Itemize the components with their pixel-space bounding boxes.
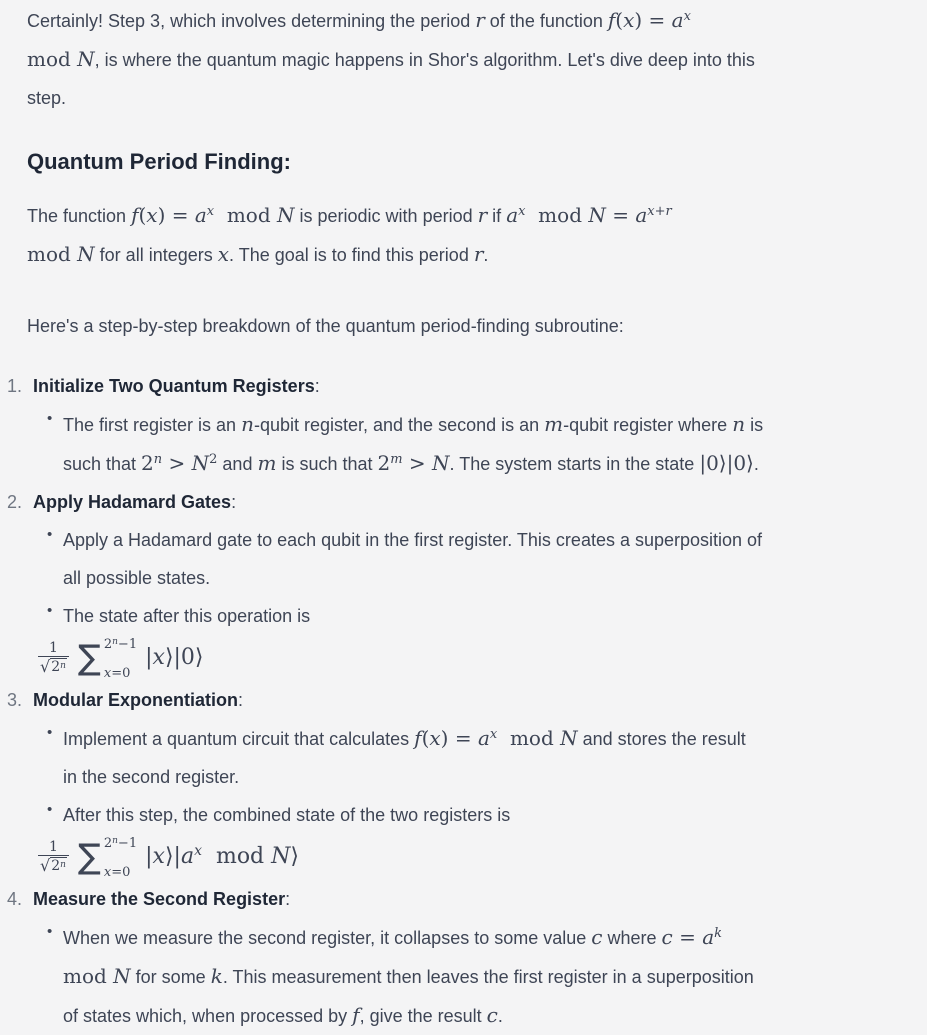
math-run: x+r bbox=[647, 204, 672, 219]
bullet-icon: • bbox=[47, 410, 53, 427]
math-run: mod bbox=[525, 203, 589, 227]
math-run: = bbox=[672, 925, 703, 949]
math-run: = bbox=[605, 203, 636, 227]
text-run: is periodic with period bbox=[294, 206, 478, 226]
text-run: of states which, when processed by bbox=[63, 1006, 353, 1026]
text-run: After this step, the combined state of the two registers is bbox=[63, 805, 511, 825]
math-run: n bbox=[732, 412, 746, 436]
math-run: 2 bbox=[103, 637, 113, 652]
math-run: mod bbox=[497, 726, 561, 750]
step-3-title-line bbox=[33, 681, 900, 719]
bullet-text bbox=[40, 597, 900, 681]
sum-icon: ∑ bbox=[77, 638, 101, 678]
text-run: step. bbox=[27, 88, 67, 108]
text-run: The state after this operation is bbox=[63, 606, 311, 626]
math-run: ( bbox=[421, 726, 430, 750]
text-run: . bbox=[497, 1006, 503, 1026]
step-item-1 bbox=[7, 367, 900, 483]
math-run: x bbox=[206, 204, 215, 219]
math-run: c bbox=[486, 1003, 498, 1027]
bullet-icon: • bbox=[47, 801, 53, 818]
intro-paragraph bbox=[27, 1, 900, 117]
math-run: 2 bbox=[377, 451, 391, 475]
section-heading: Quantum Period Finding: bbox=[27, 149, 291, 174]
math-run: c bbox=[661, 925, 673, 949]
text-run: Implement a quantum circuit that calculates bbox=[63, 729, 415, 749]
text-run: . The goal is to find this period bbox=[229, 245, 474, 265]
math-run: k bbox=[210, 964, 223, 988]
math-run: f bbox=[352, 1003, 360, 1027]
periodicity-paragraph bbox=[27, 196, 900, 274]
bullet-icon: • bbox=[47, 923, 53, 940]
math-run: mod bbox=[27, 47, 78, 71]
bullet-item bbox=[27, 405, 900, 483]
text-run: of the function bbox=[484, 11, 608, 31]
math-run: N bbox=[277, 203, 295, 227]
math-run: x bbox=[518, 204, 526, 219]
step-4-colon: : bbox=[285, 889, 291, 909]
step-item-3 bbox=[7, 681, 900, 880]
text-run: . bbox=[483, 245, 489, 265]
math-run: a bbox=[477, 726, 490, 750]
math-run: n bbox=[60, 661, 66, 671]
bullet-icon: • bbox=[47, 724, 53, 741]
math-run: ( bbox=[138, 203, 147, 227]
breakdown-intro: Here's a step-by-step breakdown of the quantum period-finding subroutine: bbox=[27, 316, 624, 336]
math-run: N bbox=[271, 844, 291, 869]
math-run: 2 bbox=[209, 452, 218, 467]
math-run: ) = bbox=[440, 726, 478, 750]
fraction-numerator: 1 bbox=[49, 640, 58, 656]
sum-limits bbox=[104, 636, 137, 680]
math-run: N bbox=[113, 964, 131, 988]
math-run: x bbox=[103, 666, 112, 681]
math-run: r bbox=[475, 8, 485, 32]
math-run: x bbox=[489, 727, 498, 742]
sum-lower-limit bbox=[104, 665, 137, 680]
math-run: ) = bbox=[634, 8, 672, 32]
step-1-heading bbox=[7, 367, 900, 405]
ket-expression bbox=[145, 838, 299, 876]
text-run: such that bbox=[63, 454, 142, 474]
text-run: . The system starts in the state bbox=[449, 454, 700, 474]
step-4-number: 4. bbox=[7, 889, 23, 909]
math-run: a bbox=[635, 203, 648, 227]
text-run: . bbox=[753, 454, 759, 474]
text-run: Apply a Hadamard gate to each qubit in the first register. This creates a superposition of bbox=[63, 530, 763, 550]
summation bbox=[78, 835, 137, 879]
math-run: 2 bbox=[51, 659, 61, 675]
step-1-title: Initialize Two Quantum Registers bbox=[33, 376, 315, 396]
bullet-item bbox=[27, 597, 900, 681]
text-run: , give the result bbox=[359, 1006, 487, 1026]
text-run: and stores the result bbox=[577, 729, 746, 749]
math-run: c bbox=[591, 925, 603, 949]
math-run: a bbox=[194, 203, 207, 227]
sqrt-icon: √ bbox=[40, 856, 51, 875]
text-run: all possible states. bbox=[63, 568, 211, 588]
text-run: in the second register. bbox=[63, 767, 240, 787]
text-run: When we measure the second register, it collapses to some value bbox=[63, 928, 592, 948]
step-3-bullets bbox=[27, 719, 900, 880]
math-run: f bbox=[131, 203, 139, 227]
step-3-title: Modular Exponentiation bbox=[33, 690, 238, 710]
text-run: The first register is an bbox=[63, 415, 242, 435]
step-3-colon: : bbox=[238, 690, 244, 710]
math-run: x bbox=[623, 8, 635, 32]
math-run: f bbox=[414, 726, 422, 750]
step-item-4 bbox=[7, 880, 900, 1035]
math-run: N bbox=[191, 451, 210, 475]
math-run: N bbox=[588, 203, 606, 227]
math-formula bbox=[38, 834, 900, 880]
assistant-message bbox=[7, 1, 900, 1035]
math-run: | bbox=[145, 844, 153, 869]
bullet-item bbox=[27, 796, 900, 880]
fraction-numerator: 1 bbox=[49, 839, 58, 855]
math-run: 2 bbox=[51, 858, 61, 874]
math-run: mod bbox=[201, 844, 272, 869]
math-run: =0 bbox=[111, 666, 131, 681]
step-4-title: Measure the Second Register bbox=[33, 889, 286, 909]
step-1-colon: : bbox=[314, 376, 320, 396]
math-run: 2 bbox=[141, 451, 154, 475]
math-run: m bbox=[544, 412, 564, 436]
step-1-title-line bbox=[33, 367, 900, 405]
step-1-bullets bbox=[27, 405, 900, 483]
bullet-item bbox=[27, 719, 900, 796]
math-run: =0 bbox=[111, 865, 131, 880]
math-run: n bbox=[112, 637, 118, 647]
text-run: for some bbox=[130, 967, 211, 987]
math-run: x bbox=[683, 9, 691, 24]
step-2-bullets bbox=[27, 521, 900, 681]
text-run: if bbox=[487, 206, 507, 226]
bullet-item bbox=[27, 918, 900, 1035]
step-item-2 bbox=[7, 483, 900, 681]
math-run: a bbox=[180, 844, 195, 869]
math-run: ⟩ bbox=[290, 844, 299, 869]
math-run: x bbox=[217, 242, 230, 266]
text-run: and bbox=[217, 454, 258, 474]
text-run: Certainly! Step 3, which involves determining the period bbox=[27, 11, 476, 31]
text-run: is bbox=[745, 415, 764, 435]
bullet-text bbox=[63, 918, 900, 1035]
math-run: −1 bbox=[117, 836, 138, 851]
math-run: N bbox=[432, 451, 450, 475]
math-run: N bbox=[77, 47, 95, 71]
math-run: m bbox=[390, 452, 403, 467]
math-run: a bbox=[702, 925, 715, 949]
math-run: ( bbox=[615, 8, 624, 32]
math-run: x bbox=[103, 865, 112, 880]
math-run: a bbox=[506, 203, 519, 227]
math-run: ⟩|0⟩ bbox=[164, 645, 204, 670]
math-run: m bbox=[257, 451, 277, 475]
sum-limits bbox=[104, 835, 137, 879]
step-2-number: 2. bbox=[7, 492, 23, 512]
summation bbox=[78, 636, 137, 680]
math-run: x bbox=[429, 726, 441, 750]
math-run: −1 bbox=[117, 637, 138, 652]
math-run: 2 bbox=[103, 836, 113, 851]
step-2-heading bbox=[7, 483, 900, 521]
math-formula bbox=[38, 635, 900, 681]
math-run: k bbox=[714, 926, 723, 941]
math-run: n bbox=[112, 836, 118, 846]
sum-icon: ∑ bbox=[77, 837, 101, 877]
sum-upper-limit bbox=[104, 835, 137, 850]
math-run: ⟩| bbox=[164, 844, 181, 869]
math-run: ) = bbox=[157, 203, 195, 227]
step-2-title: Apply Hadamard Gates bbox=[33, 492, 232, 512]
step-3-number: 3. bbox=[7, 690, 23, 710]
math-run: | bbox=[145, 645, 153, 670]
math-run: x bbox=[152, 645, 165, 670]
text-run: -qubit register, and the second is an bbox=[253, 415, 545, 435]
text-run: . This measurement then leaves the first register in a superposition bbox=[222, 967, 754, 987]
math-run: r bbox=[477, 203, 488, 227]
bullet-text bbox=[63, 521, 900, 597]
step-4-title-line bbox=[33, 880, 900, 918]
math-run: mod bbox=[214, 203, 278, 227]
math-run: |0⟩|0⟩ bbox=[699, 451, 754, 475]
text-run: is such that bbox=[276, 454, 378, 474]
math-run: mod bbox=[63, 964, 114, 988]
step-2-title-line bbox=[33, 483, 900, 521]
math-run: > bbox=[162, 451, 192, 475]
sum-upper-limit bbox=[104, 636, 137, 651]
math-run: N bbox=[560, 726, 578, 750]
step-4-bullets bbox=[27, 918, 900, 1035]
bullet-text bbox=[63, 405, 900, 483]
math-run: f bbox=[607, 8, 616, 32]
ket-expression bbox=[145, 639, 203, 677]
step-2-colon: : bbox=[231, 492, 237, 512]
sum-lower-limit bbox=[104, 864, 137, 879]
text-run: where bbox=[602, 928, 662, 948]
math-run: x bbox=[194, 843, 202, 859]
text-run: for all integers bbox=[94, 245, 218, 265]
math-run: n bbox=[153, 452, 163, 467]
bullet-icon: • bbox=[47, 526, 53, 543]
math-run: x bbox=[152, 844, 165, 869]
step-1-number: 1. bbox=[7, 376, 23, 396]
text-run: , is where the quantum magic happens in Shor's algorithm. Let's dive deep into this bbox=[94, 50, 755, 70]
bullet-text bbox=[40, 796, 900, 880]
math-run: > bbox=[402, 451, 433, 475]
math-run: n bbox=[60, 860, 66, 870]
math-run: N bbox=[77, 242, 95, 266]
text-run: -qubit register where bbox=[563, 415, 733, 435]
step-3-heading bbox=[7, 681, 900, 719]
bullet-icon: • bbox=[47, 602, 53, 619]
steps-list bbox=[7, 367, 900, 1035]
math-run: a bbox=[671, 8, 684, 32]
bullet-text bbox=[63, 719, 900, 796]
sqrt-icon: √ bbox=[40, 657, 51, 676]
text-run: The function bbox=[27, 206, 132, 226]
math-run: x bbox=[146, 203, 158, 227]
math-run: n bbox=[241, 412, 254, 436]
bullet-item bbox=[27, 521, 900, 597]
math-run: r bbox=[473, 242, 484, 266]
math-run: mod bbox=[27, 242, 78, 266]
step-4-heading bbox=[7, 880, 900, 918]
